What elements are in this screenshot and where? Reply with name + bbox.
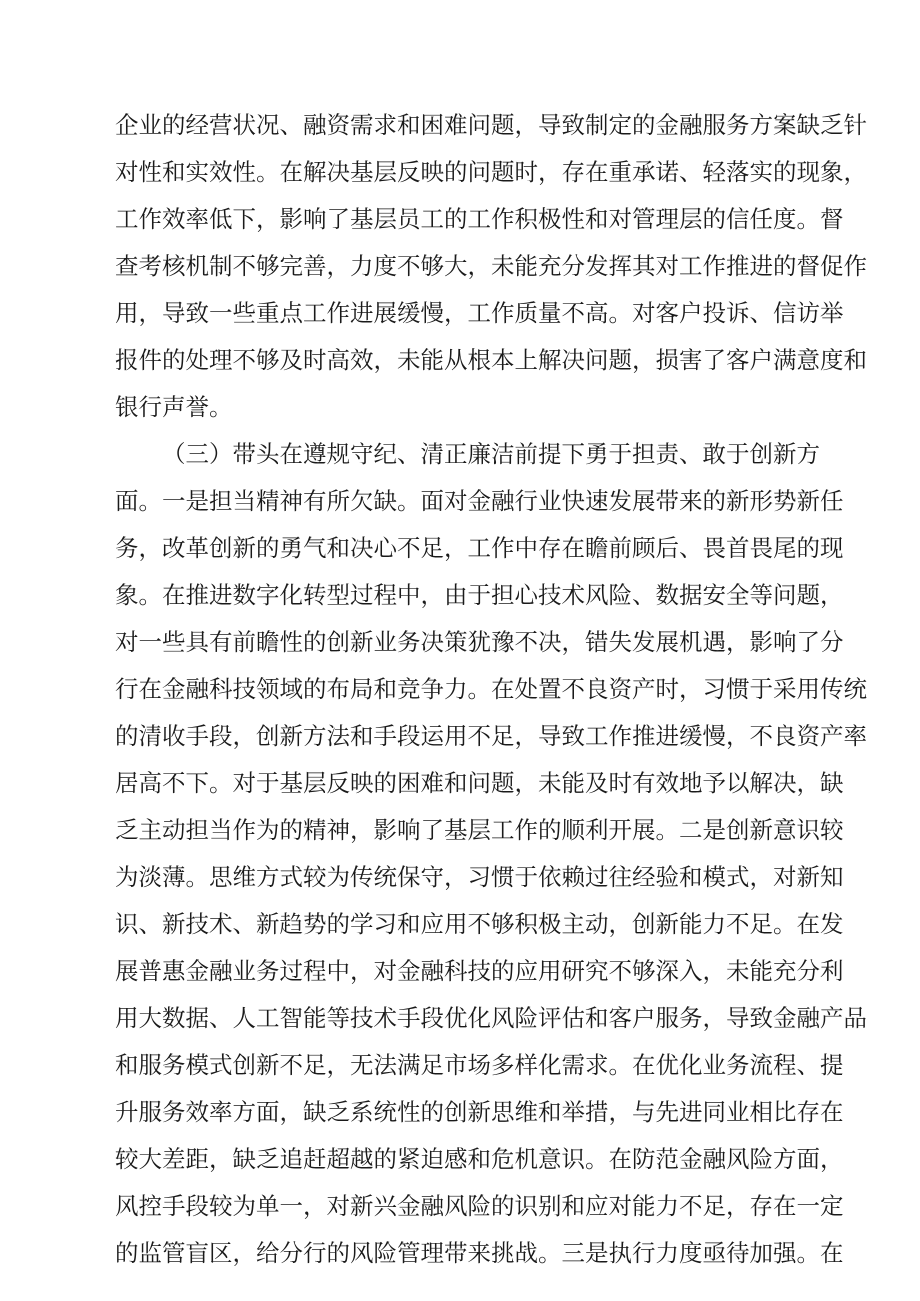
text-line: 风控手段较为单一，对新兴金融风险的识别和应对能力不足，存在一定 xyxy=(115,1192,844,1220)
text-line: 工作效率低下，影响了基层员工的工作积极性和对管理层的信任度。督 xyxy=(115,205,844,233)
text-line: 报件的处理不够及时高效，未能从根本上解决问题，损害了客户满意度和 xyxy=(115,346,867,374)
text-line: 用大数据、人工智能等技术手段优化风险评估和客户服务，导致金融产品 xyxy=(115,1004,867,1032)
text-line: 象。在推进数字化转型过程中，由于担心技术风险、数据安全等问题， xyxy=(115,581,844,609)
text-line: 的清收手段，创新方法和手段运用不足，导致工作推进缓慢，不良资产率 xyxy=(115,722,867,750)
text-line: 居高不下。对于基层反映的困难和问题，未能及时有效地予以解决，缺 xyxy=(115,769,844,797)
text-line: 企业的经营状况、融资需求和困难问题，导致制定的金融服务方案缺乏针 xyxy=(115,111,867,139)
text-line: 展普惠金融业务过程中，对金融科技的应用研究不够深入，未能充分利 xyxy=(115,957,844,985)
text-line: 识、新技术、新趋势的学习和应用不够积极主动，创新能力不足。在发 xyxy=(115,910,844,938)
paragraph-2 xyxy=(115,431,867,1277)
text-line: 为淡薄。思维方式较为传统保守，习惯于依赖过往经验和模式，对新知 xyxy=(115,863,844,891)
text-line: 的监管盲区，给分行的风险管理带来挑战。三是执行力度亟待加强。在 xyxy=(115,1239,844,1267)
text-line: 对一些具有前瞻性的创新业务决策犹豫不决，错失发展机遇，影响了分 xyxy=(115,628,844,656)
document-body xyxy=(115,102,867,1277)
text-line: 对性和实效性。在解决基层反映的问题时，存在重承诺、轻落实的现象， xyxy=(115,158,867,186)
text-line: 务，改革创新的勇气和决心不足，工作中存在瞻前顾后、畏首畏尾的现 xyxy=(115,534,844,562)
text-line: 银行声誉。 xyxy=(115,393,233,421)
text-line: 和服务模式创新不足，无法满足市场多样化需求。在优化业务流程、提 xyxy=(115,1051,844,1079)
text-line: 行在金融科技领域的布局和竞争力。在处置不良资产时，习惯于采用传统 xyxy=(115,675,867,703)
text-line: 查考核机制不够完善，力度不够大，未能充分发挥其对工作推进的督促作 xyxy=(115,252,867,280)
text-line: 升服务效率方面，缺乏系统性的创新思维和举措，与先进同业相比存在 xyxy=(115,1098,844,1126)
text-line: 面。一是担当精神有所欠缺。面对金融行业快速发展带来的新形势新任 xyxy=(115,487,844,515)
text-line: 用，导致一些重点工作进展缓慢，工作质量不高。对客户投诉、信访举 xyxy=(115,299,844,327)
text-line: 较大差距，缺乏追赶超越的紧迫感和危机意识。在防范金融风险方面， xyxy=(115,1145,844,1173)
text-line: 乏主动担当作为的精神，影响了基层工作的顺利开展。二是创新意识较 xyxy=(115,816,844,844)
paragraph-1 xyxy=(115,102,867,431)
section-heading-line: （三）带头在遵规守纪、清正廉洁前提下勇于担责、敢于创新方 xyxy=(162,440,820,468)
